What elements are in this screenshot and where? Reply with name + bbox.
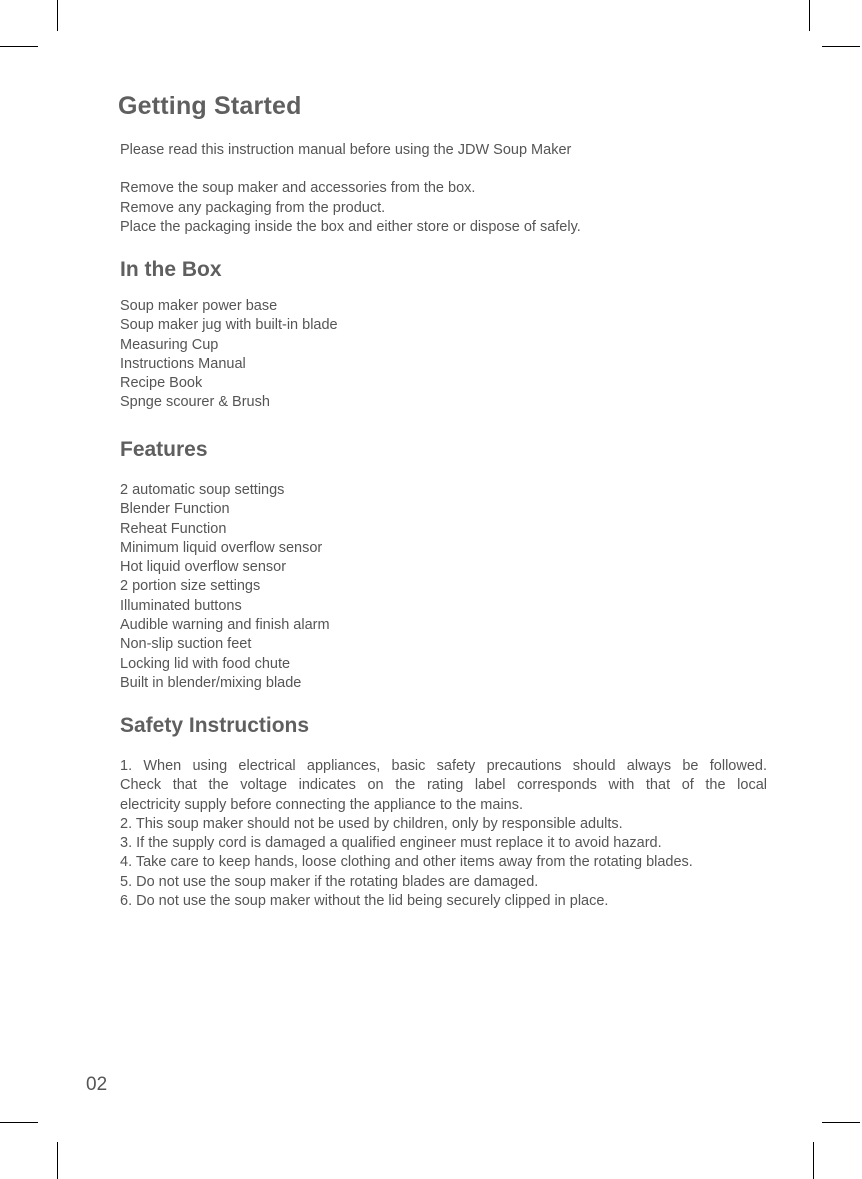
safety-instructions <box>120 757 767 911</box>
crop-mark <box>0 1122 38 1123</box>
safety-item: 3. If the supply cord is damaged a qualified engineer must replace it to avoid hazard. <box>120 835 662 852</box>
list-item: 2 portion size settings <box>120 578 261 595</box>
safety-item: 4. Take care to keep hands, loose clothing and other items away from the rotating blades. <box>120 854 693 871</box>
crop-mark <box>822 1122 860 1123</box>
features-list <box>120 481 330 693</box>
list-item: Hot liquid overflow sensor <box>120 559 287 576</box>
list-item: Soup maker jug with built-in blade <box>120 317 338 334</box>
list-item: 2 automatic soup settings <box>120 482 285 498</box>
getting-started-heading: Getting Started <box>118 92 302 120</box>
crop-mark <box>822 46 860 47</box>
list-item: Audible warning and finish alarm <box>120 617 330 634</box>
page-number: 02 <box>86 1074 108 1095</box>
list-item: Spnge scourer & Brush <box>120 394 270 411</box>
safety-item-1-line: Check that the voltage indicates on the rating label corresponds with that of the local <box>120 777 767 794</box>
crop-mark <box>0 46 38 47</box>
crop-mark <box>57 0 58 31</box>
intro-text: Please read this instruction manual before using the JDW Soup Maker <box>120 142 572 158</box>
list-item: Illuminated buttons <box>120 597 242 614</box>
list-item: Built in blender/mixing blade <box>120 674 302 691</box>
list-item: Minimum liquid overflow sensor <box>120 539 323 556</box>
crop-mark <box>57 1142 58 1179</box>
safety-heading: Safety Instructions <box>120 714 310 737</box>
safety-item: 2. This soup maker should not be used by children, only by responsible adults. <box>120 815 623 832</box>
list-item: Instructions Manual <box>120 355 246 372</box>
list-item: Recipe Book <box>120 375 203 392</box>
safety-item-1-line: 1. When using electrical appliances, basic safety precautions should always be followed. <box>120 758 767 774</box>
list-item: Soup maker power base <box>120 298 278 314</box>
step-item: Remove the soup maker and accessories from the box. <box>120 180 476 196</box>
safety-item: 5. Do not use the soup maker if the rotating blades are damaged. <box>120 873 539 890</box>
in-the-box-list <box>120 297 338 413</box>
safety-item-1-line: electricity supply before connecting the appliance to the mains. <box>120 796 524 813</box>
crop-mark <box>809 0 810 31</box>
in-the-box-heading: In the Box <box>120 258 222 281</box>
list-item: Blender Function <box>120 501 230 518</box>
list-item: Reheat Function <box>120 520 227 537</box>
list-item: Measuring Cup <box>120 336 219 353</box>
list-item: Non-slip suction feet <box>120 636 252 653</box>
step-item: Remove any packaging from the product. <box>120 199 386 216</box>
safety-item: 6. Do not use the soup maker without the lid being securely clipped in place. <box>120 893 609 910</box>
features-heading: Features <box>120 438 208 461</box>
list-item: Locking lid with food chute <box>120 655 291 672</box>
step-item: Place the packaging inside the box and either store or dispose of safely. <box>120 219 581 235</box>
crop-mark <box>813 1142 814 1179</box>
getting-started-steps <box>120 179 581 238</box>
